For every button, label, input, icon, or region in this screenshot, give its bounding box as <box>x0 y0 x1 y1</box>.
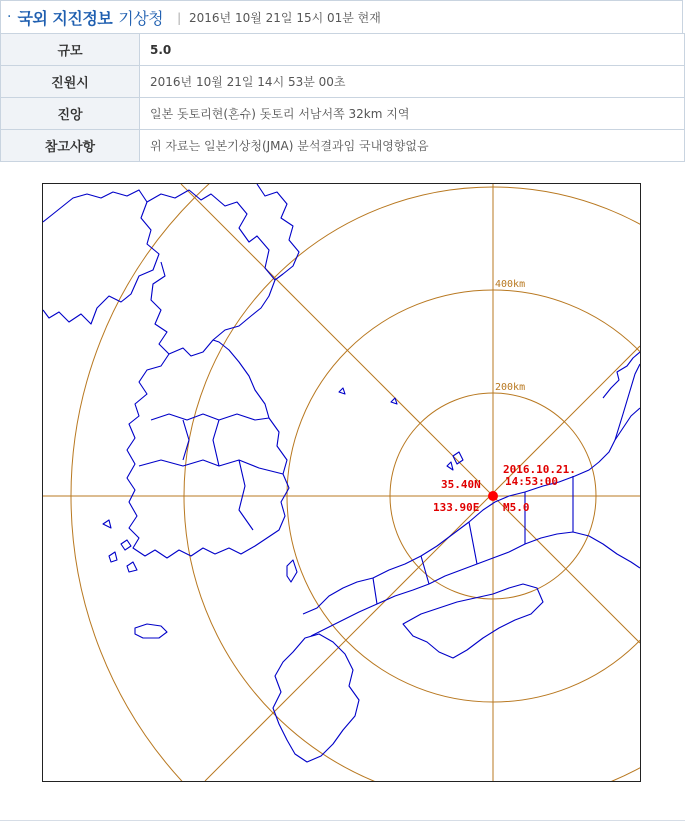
value-magnitude: 5.0 <box>140 34 685 66</box>
border-korea-3 <box>183 420 253 530</box>
island-jeju <box>135 624 167 638</box>
timestamp-text: 2016년 10월 21일 15시 01분 현재 <box>189 10 381 25</box>
label-epicenter: 진앙 <box>1 98 140 130</box>
coast-north-mainland <box>43 190 159 324</box>
diagonal-nw-se <box>181 184 640 643</box>
islands-oki <box>447 452 463 470</box>
islands-sea <box>339 388 397 404</box>
islands-korea-sw <box>103 520 137 572</box>
header-separator: | <box>177 10 182 25</box>
page-source: 기상청 <box>118 8 164 28</box>
row-notes <box>1 130 685 162</box>
ring-600km <box>184 187 640 781</box>
coast-honshu-south <box>311 532 640 636</box>
epicenter-date: 2016.10.21. <box>503 463 576 476</box>
epicenter-marker <box>488 491 498 501</box>
label-origin-time: 진원시 <box>1 66 140 98</box>
epicenter-map <box>42 183 641 782</box>
label-magnitude: 규모 <box>1 34 140 66</box>
page-title: 국외 지진정보 <box>17 8 113 28</box>
value-notes: 위 자료는 일본기상청(JMA) 분석결과임 국내영향없음 <box>140 130 685 162</box>
page-header <box>0 0 683 33</box>
border-korea-1 <box>151 414 269 420</box>
row-magnitude <box>1 34 685 66</box>
value-origin-time: 2016년 10월 21일 14시 53분 00초 <box>140 66 685 98</box>
earthquake-info-table <box>0 33 685 162</box>
diagonal-sw-ne <box>205 346 640 781</box>
borders-japan <box>373 476 573 604</box>
epicenter-labels <box>433 463 576 514</box>
border-korea-2 <box>139 460 283 474</box>
label-400km: 400km <box>495 279 526 290</box>
map-svg <box>43 184 640 781</box>
island-kyushu <box>273 634 359 762</box>
epicenter-time: 14:53:00 <box>505 475 558 488</box>
epicenter-longitude: 133.90E <box>433 501 480 514</box>
footer-divider <box>0 820 685 821</box>
label-notes: 참고사항 <box>1 130 140 162</box>
value-epicenter: 일본 돗토리현(혼슈) 돗토리 서남서쪽 32km 지역 <box>140 98 685 130</box>
coast-korea <box>127 340 289 558</box>
header-bullet: · <box>7 9 12 25</box>
island-tsushima <box>287 560 297 582</box>
coast-east <box>615 364 640 440</box>
row-origin-time <box>1 66 685 98</box>
label-200km: 200km <box>495 382 526 393</box>
coast-north-korea <box>147 190 275 356</box>
epicenter-latitude: 35.40N <box>441 478 481 491</box>
ring-labels <box>495 279 525 393</box>
epicenter-magnitude: M5.0 <box>503 501 530 514</box>
row-epicenter <box>1 98 685 130</box>
update-timestamp <box>177 9 381 26</box>
